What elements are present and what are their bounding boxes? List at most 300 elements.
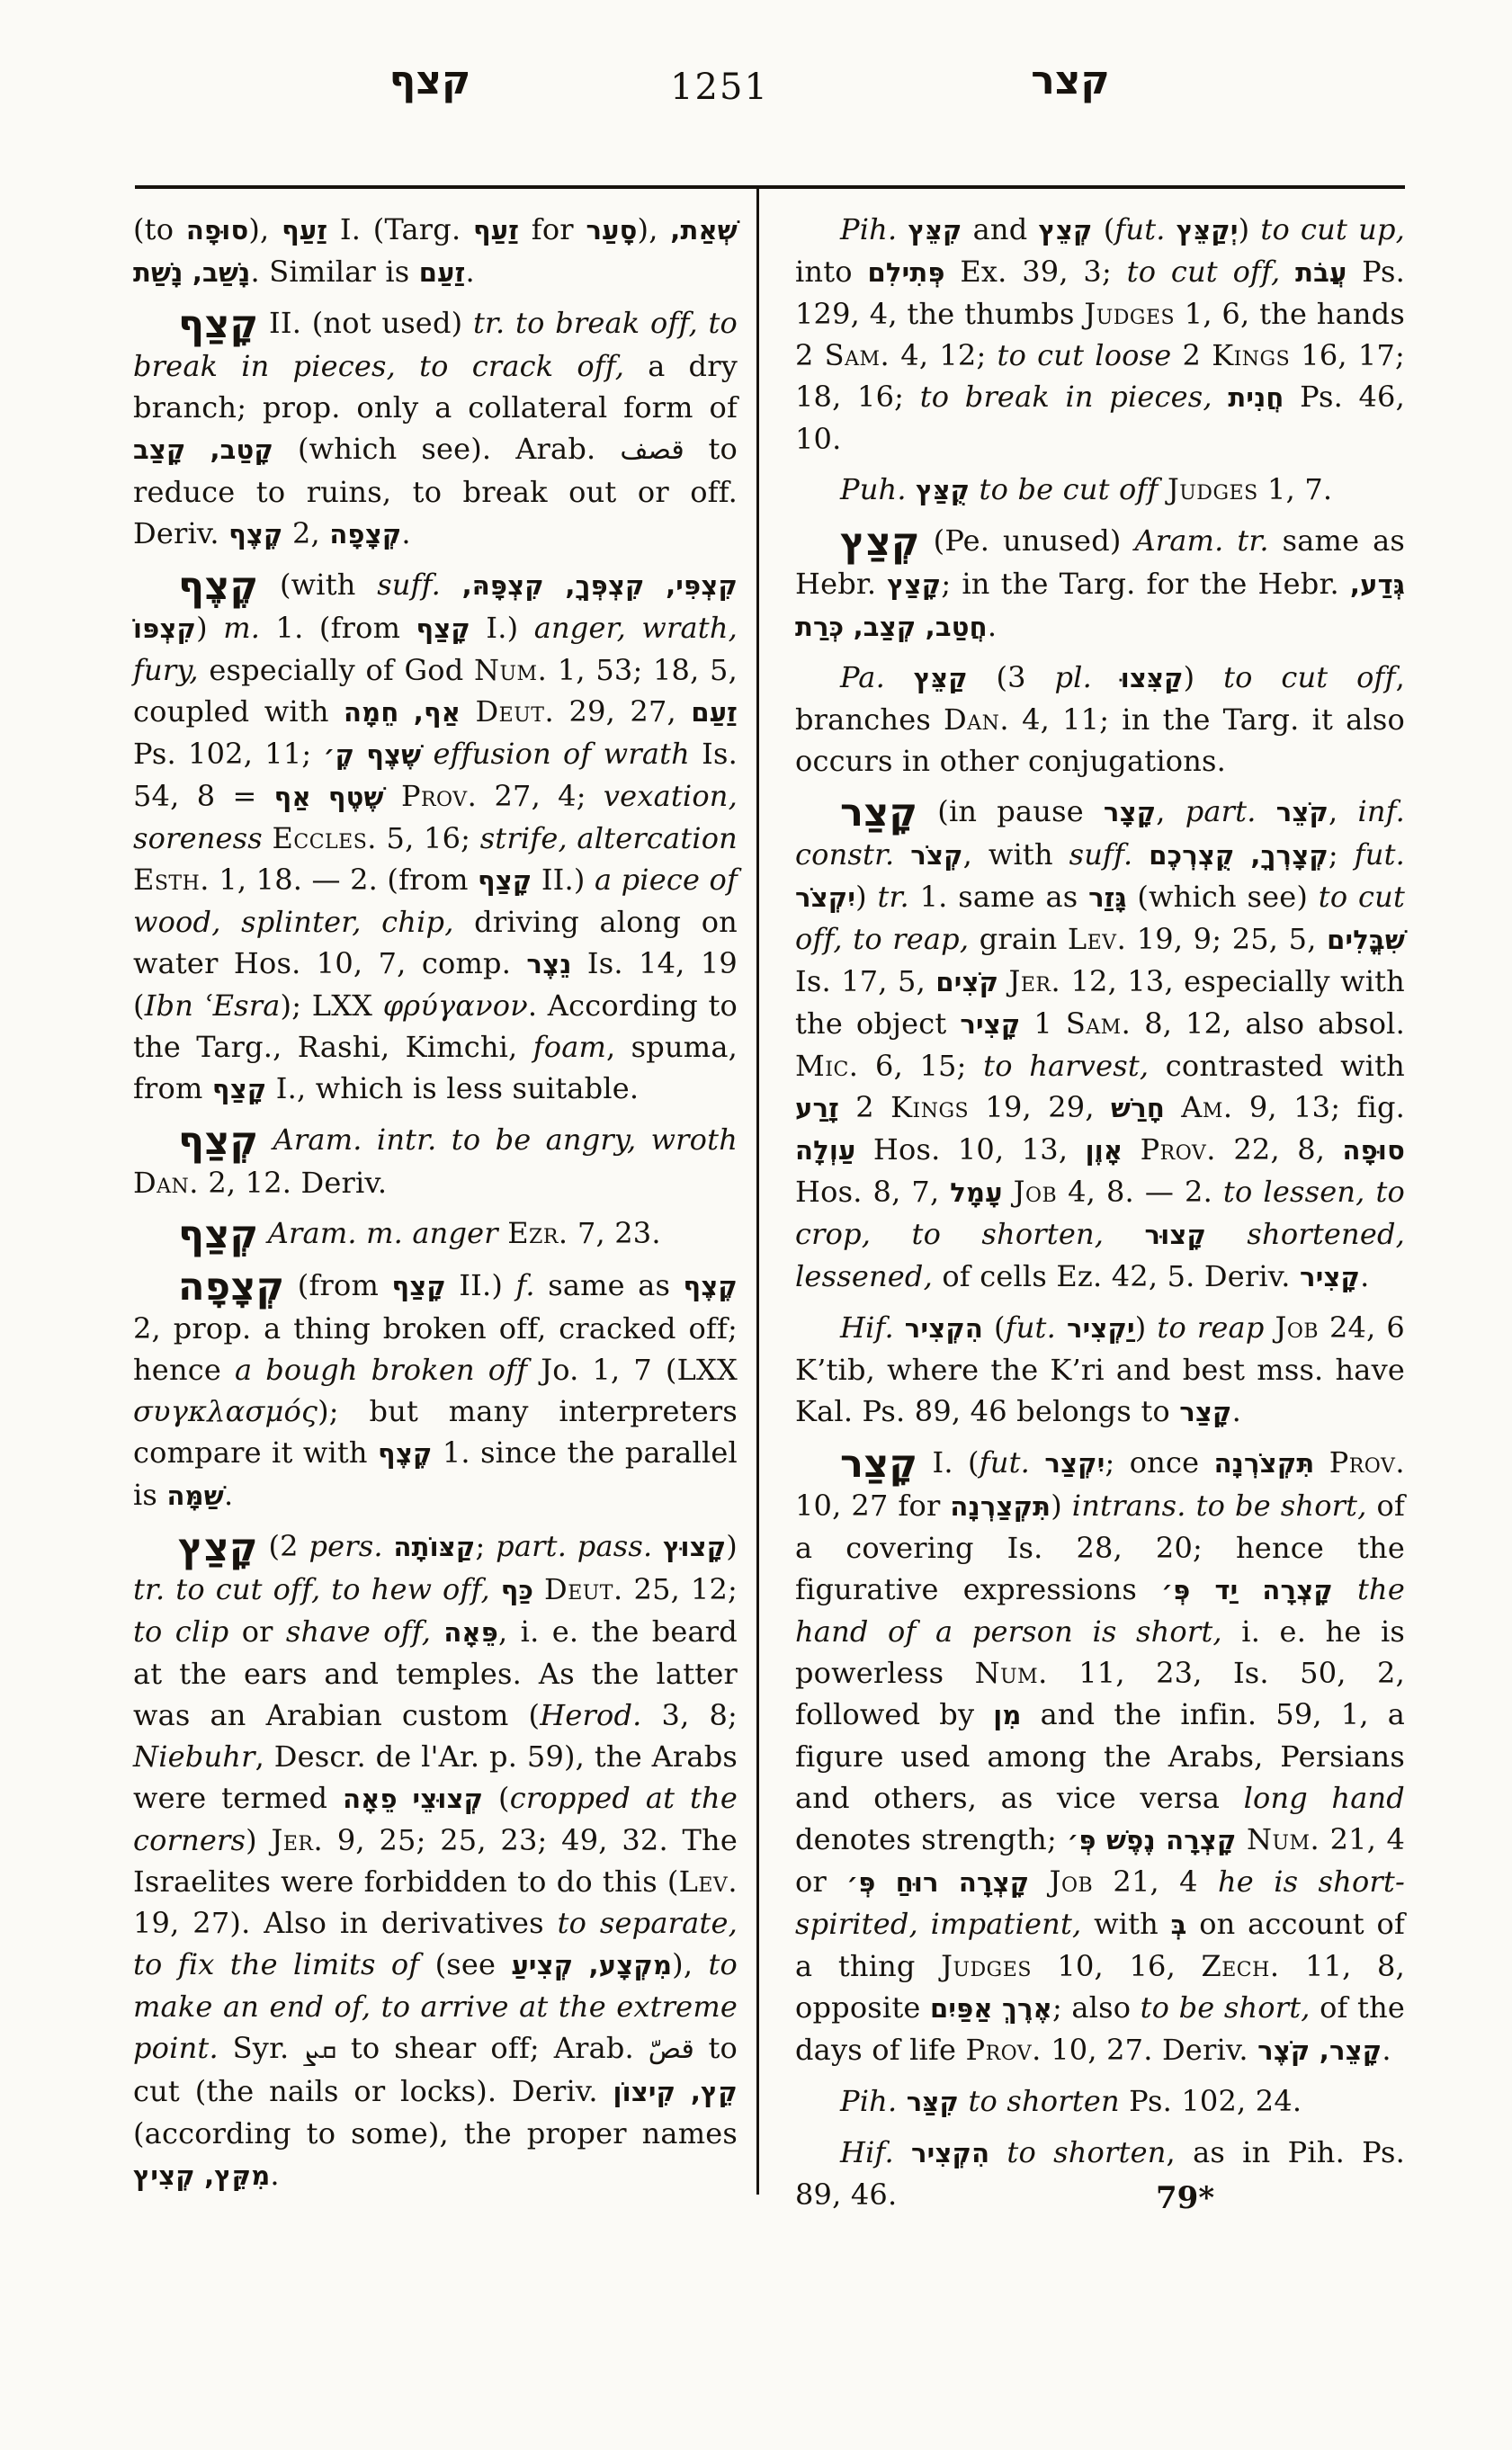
roman-text: ,: [1329, 794, 1358, 828]
roman-text: [1165, 1090, 1181, 1124]
smallcaps-reference: Judges: [941, 1949, 1032, 1983]
hebrew-text: עָמָל: [950, 1177, 1003, 1208]
roman-text: , Descr. de l'Ar. p. 59), the Arabs were termed: [133, 1739, 738, 1815]
roman-text: [885, 660, 914, 694]
roman-text: ): [196, 611, 224, 645]
roman-text: Ps. 46, 10.: [795, 380, 1405, 456]
smallcaps-reference: Jer.: [271, 1823, 324, 1857]
italic-text: fut.: [1005, 1310, 1056, 1345]
roman-text: 19, 9; 25, 5,: [1126, 922, 1328, 956]
roman-text: 2,: [282, 516, 330, 550]
roman-text: , spuma, from: [133, 1030, 738, 1105]
hebrew-text: פְּתִילִם: [867, 257, 945, 288]
italic-text: Niebuhr: [133, 1739, 255, 1774]
hebrew-text: קְצֵץ: [1038, 215, 1093, 246]
roman-text: .: [1231, 1394, 1241, 1428]
hebrew-text: קָצְרָה יַד פְּ׳: [1161, 1575, 1333, 1605]
roman-text: 12, 13, especially with the object: [795, 964, 1405, 1041]
roman-text: [263, 821, 273, 855]
italic-text: to shorten: [1007, 2135, 1167, 2169]
italic-text: Herod.: [540, 1698, 642, 1732]
roman-text: [1333, 1572, 1357, 1606]
roman-text: Ps. 102, 24.: [1119, 2084, 1302, 2118]
italic-text: Aram. tr.: [1134, 523, 1269, 558]
roman-text: 1. since the parallel is: [133, 1435, 738, 1512]
hebrew-text: יִקְצַר: [1044, 1448, 1105, 1479]
entry-paragraph: [795, 1307, 1405, 1433]
roman-text: [894, 837, 910, 872]
hebrew-text: קָצַף: [211, 1074, 267, 1104]
page-number: 1251: [670, 67, 769, 108]
hebrew-text: עֲבֹת: [1295, 257, 1347, 288]
smallcaps-reference: Prov.: [1329, 1445, 1406, 1480]
roman-text: grain: [969, 922, 1068, 956]
italic-text: part. pass.: [496, 1529, 653, 1563]
roman-text: to reduce to ruins, to break out or off. Deriv.: [133, 432, 738, 550]
italic-text: a piece of wood, splinter, chip,: [133, 863, 738, 939]
roman-text: 1. (from: [260, 611, 416, 645]
smallcaps-reference: Job: [1013, 1175, 1058, 1209]
hebrew-text: שֶׁטֶף אַף: [273, 782, 384, 812]
entry-paragraph: [133, 564, 738, 1110]
roman-text: 8, 12, also absol.: [1131, 1006, 1405, 1041]
header-catchword-right: קצר: [1031, 58, 1110, 103]
hebrew-text: קָצְרָה רוּחַ פְּ׳: [846, 1867, 1030, 1898]
hebrew-text: קְצָרְךָ, קֻצְרְכֶם: [1149, 840, 1329, 871]
roman-text: (see: [419, 1947, 512, 1981]
roman-text: [998, 964, 1008, 998]
roman-text: with: [1081, 1907, 1171, 1941]
roman-text: . According to the Targ., Rashi, Kimchi,: [133, 988, 738, 1064]
hebrew-text: קָצוּץ: [663, 1532, 727, 1562]
smallcaps-reference: Kings: [1212, 338, 1291, 372]
hebrew-text: קִצְפִּי, קִצְפְּךָ, קִצְפָּהּ, קִצְפּוֹ: [133, 570, 738, 644]
roman-text: ): [1051, 1489, 1072, 1523]
entry-paragraph: [795, 469, 1405, 511]
italic-text: foam: [532, 1030, 607, 1064]
roman-text: ): [726, 1529, 738, 1563]
roman-text: of cells Ez. 42, 5. Deriv.: [932, 1259, 1301, 1293]
italic-text: fut.: [1114, 212, 1166, 246]
roman-text: 10, 27 for: [795, 1489, 951, 1523]
roman-text: [1056, 1310, 1067, 1345]
hebrew-text: מִקְצָע, קְצִיעַ: [511, 1950, 673, 1981]
italic-text: to clip: [133, 1614, 229, 1649]
hebrew-text: מִן: [993, 1700, 1022, 1730]
header-rule: [135, 185, 1405, 189]
roman-text: 2: [1171, 338, 1212, 372]
hebrew-text: קָצַר: [1179, 1397, 1232, 1427]
roman-text: 4, 12;: [890, 338, 998, 372]
italic-text: Pih.: [840, 212, 898, 246]
hebrew-text: סָעַר: [586, 215, 638, 246]
roman-text: [1280, 255, 1295, 289]
smallcaps-reference: Lev.: [678, 1864, 738, 1899]
roman-text: 10, 27. Deriv.: [1041, 2033, 1258, 2067]
roman-text: [1132, 837, 1149, 872]
roman-text: (: [1092, 212, 1115, 246]
italic-text: to lessen, to crop, to shorten,: [795, 1175, 1406, 1251]
hebrew-text: קַצִּצוּ: [1120, 663, 1184, 693]
italic-text: a bough broken off: [234, 1353, 528, 1387]
roman-text: 19, 27). Also in derivatives: [133, 1906, 558, 1940]
roman-text: .: [1360, 1259, 1370, 1293]
roman-text: . Similar is: [250, 255, 419, 289]
roman-text: [907, 472, 916, 506]
italic-text: part.: [1185, 794, 1257, 828]
greek-text: φρύγανον: [382, 988, 528, 1023]
hebrew-text: קְצָפָה: [329, 519, 402, 550]
entry-paragraph: [795, 2132, 1405, 2215]
roman-text: especially of God: [198, 653, 475, 687]
hebrew-text: סוּפָה: [1342, 1135, 1405, 1166]
roman-text: [959, 2084, 968, 2118]
hebrew-headword: קָצַר: [840, 791, 918, 836]
roman-text: for: [519, 212, 586, 246]
italic-text: tr. to break off, to break in pieces, to crack off,: [133, 306, 738, 383]
roman-text: 29, 27,: [554, 694, 692, 729]
roman-text: 1, 18. — 2. (from: [209, 863, 478, 897]
greek-text: συγκλασμός: [133, 1394, 318, 1428]
roman-text: (in pause: [917, 794, 1104, 828]
roman-text: [1206, 1217, 1247, 1251]
smallcaps-reference: Judges: [1167, 472, 1258, 506]
entry-paragraph: [795, 657, 1405, 782]
hebrew-text: חָרַשׁ: [1110, 1093, 1165, 1123]
roman-text: .: [987, 609, 998, 643]
hebrew-text: קָצַף: [391, 1271, 446, 1301]
roman-text: [1257, 794, 1276, 828]
roman-text: ),: [672, 1947, 709, 1981]
roman-text: and: [962, 212, 1039, 246]
italic-text: anger, wrath, fury,: [133, 611, 738, 687]
roman-text: contrasted with: [1149, 1049, 1405, 1083]
italic-text: Ibn ʿEsra: [144, 988, 281, 1023]
header-catchword-left: קצף: [389, 58, 471, 103]
italic-text: intrans. to be short,: [1071, 1489, 1367, 1523]
roman-text: ),: [248, 212, 282, 246]
roman-text: and the infin. 59, 1, a figure used among the Arabs, Persians and others, as vice versa: [795, 1697, 1405, 1815]
hebrew-text: מִקֵּץ, קְצִיץ: [133, 2160, 271, 2191]
column-divider-rule: [756, 185, 759, 2195]
italic-text: Hif.: [840, 1310, 894, 1345]
hebrew-text: שֶׁצֶף קֶ׳: [323, 739, 422, 770]
hebrew-text: זָרַע: [795, 1093, 839, 1123]
roman-text: II. (not used): [258, 306, 473, 340]
smallcaps-reference: Sam.: [1065, 1006, 1132, 1041]
roman-text: 16, 17; 18, 16;: [795, 338, 1405, 414]
hebrew-text: גָּזַר: [1088, 882, 1127, 913]
roman-text: 19, 29,: [969, 1090, 1111, 1124]
italic-text: Pih.: [840, 2084, 898, 2118]
entry-paragraph: [133, 302, 738, 555]
hebrew-text: קָצוּר: [1144, 1220, 1207, 1250]
smallcaps-reference: Dan.: [944, 702, 1010, 737]
roman-text: [1104, 1217, 1144, 1251]
italic-text: m.: [223, 611, 261, 645]
italic-text: to be cut off: [979, 472, 1159, 506]
roman-text: ),: [637, 212, 671, 246]
hebrew-headword: קְצַף: [178, 1119, 259, 1164]
roman-text: (which see): [1126, 880, 1319, 914]
roman-text: 2, 12. Deriv.: [198, 1166, 388, 1200]
hebrew-text: קֹצִים: [935, 967, 999, 997]
roman-text: 1: [1020, 1006, 1066, 1041]
hebrew-text: קֶצֶף: [683, 1271, 738, 1301]
roman-text: 11, 23, Is. 50, 2, followed by: [795, 1656, 1405, 1731]
roman-text: Hos. 8, 7,: [795, 1175, 951, 1209]
italic-text: tr. to cut off, to hew off,: [133, 1572, 490, 1606]
hebrew-text: זַעַף: [473, 215, 520, 246]
hebrew-text: סוּפָה: [185, 215, 249, 246]
smallcaps-reference: Esth.: [133, 863, 210, 897]
italic-text: fut.: [1354, 837, 1406, 872]
roman-text: [1166, 212, 1176, 246]
roman-text: Ex. 39, 3;: [944, 255, 1127, 289]
roman-text: 2, prop. a thing broken off, cracked off; hence: [133, 1311, 738, 1387]
entry-paragraph: [795, 520, 1405, 648]
roman-text: 21, 4: [1093, 1864, 1218, 1899]
italic-text: to make an end of, to arrive at the extreme point.: [133, 1947, 738, 2065]
hebrew-headword: קָצַץ: [178, 1525, 258, 1570]
hebrew-headword: קְצָפָה: [178, 1265, 285, 1310]
hebrew-text: שִׁבֳּלִים: [1327, 925, 1406, 955]
roman-text: [989, 2135, 1007, 2169]
roman-text: [421, 737, 433, 771]
hebrew-text: קֹצֵר: [1275, 797, 1329, 827]
roman-text: same as: [534, 1268, 684, 1302]
smallcaps-reference: Job: [1049, 1864, 1094, 1899]
roman-text: , i. e. the beard at the ears and temples. As the latter was an Arabian custom (: [133, 1614, 738, 1732]
roman-text: [461, 694, 475, 729]
smallcaps-reference: Prov.: [965, 2033, 1042, 2067]
italic-text: Aram. intr. to be angry, wroth: [273, 1122, 738, 1157]
hebrew-text: אַף, חֵמָה: [344, 697, 461, 728]
hebrew-text: שַׁמָּה: [166, 1480, 224, 1511]
italic-text: Pa.: [840, 660, 885, 694]
smallcaps-reference: Deut.: [544, 1572, 623, 1606]
roman-text: ,: [1156, 794, 1185, 828]
hebrew-text: תִּקְצַרְנָה: [950, 1491, 1051, 1522]
italic-text: to cut loose: [997, 338, 1172, 372]
hebrew-headword: קָצַר: [840, 1442, 918, 1487]
roman-text: ); LXX: [280, 988, 383, 1023]
roman-text: (which see). Arab.: [273, 432, 621, 466]
roman-text: [1123, 1132, 1140, 1167]
hebrew-text: קֶצֶף: [228, 519, 283, 550]
entry-paragraph: [133, 1119, 738, 1203]
hebrew-text: נֵצֶר: [526, 949, 572, 979]
left-column: [133, 209, 738, 2196]
roman-text: II.): [445, 1268, 516, 1302]
roman-text: 9, 25; 25, 23; 49, 32. The Israelites were forbidden to do this (: [133, 1823, 738, 1899]
roman-text: ); but many interpreters compare it with: [133, 1394, 738, 1470]
entry-paragraph: [795, 1442, 1405, 2071]
roman-text: (Pe. unused): [919, 523, 1135, 558]
roman-text: [1237, 1822, 1247, 1856]
roman-text: ): [246, 1823, 272, 1857]
roman-text: a dry branch; prop. only a collateral form of: [133, 349, 738, 425]
hebrew-text: קַצּוֹתָה: [393, 1532, 476, 1562]
roman-text: ; also: [1051, 1990, 1141, 2025]
italic-text: pers.: [309, 1529, 383, 1563]
roman-text: 4, 8. — 2.: [1057, 1175, 1223, 1209]
smallcaps-reference: Lev.: [1067, 922, 1127, 956]
roman-text: .: [270, 2158, 280, 2192]
smallcaps-reference: Num.: [474, 653, 548, 687]
roman-text: [897, 2084, 906, 2118]
italic-text: to cut off,: [1126, 255, 1281, 289]
smallcaps-reference: Dan.: [133, 1166, 199, 1200]
hebrew-text: כַּף: [500, 1575, 534, 1605]
italic-text: suff.: [377, 568, 441, 602]
roman-text: driving along on water Hos. 10, 7, comp.: [133, 905, 738, 980]
roman-text: or: [228, 1614, 286, 1649]
roman-text: of a covering Is. 28, 20; hence the figurative expressions: [795, 1489, 1406, 1606]
hebrew-headword: קְצַף: [178, 1212, 259, 1257]
roman-text: I., which is less suitable.: [266, 1071, 640, 1105]
italic-text: tr.: [877, 880, 909, 914]
roman-text: 21, 4 or: [795, 1822, 1406, 1899]
italic-text: Hif.: [840, 2135, 894, 2169]
smallcaps-reference: Zech.: [1201, 1949, 1280, 1983]
roman-text: [533, 1572, 544, 1606]
italic-text: fut.: [979, 1445, 1031, 1480]
roman-text: , with: [962, 837, 1069, 872]
hebrew-text: יַקְצִיר: [1066, 1313, 1135, 1344]
roman-text: [1212, 380, 1229, 414]
hebrew-text: יְקַצֵּץ: [1176, 215, 1239, 246]
roman-text: [258, 1216, 267, 1250]
roman-text: [1029, 1864, 1049, 1899]
hebrew-text: קֶצֶף: [378, 1438, 433, 1469]
smallcaps-reference: Eccles.: [272, 821, 377, 855]
hebrew-text: קִצֵּץ: [908, 215, 962, 246]
italic-text: to cut off: [1223, 660, 1396, 694]
roman-text: Hos. 10, 13,: [855, 1132, 1086, 1167]
roman-text: 9, 13; fig.: [1232, 1090, 1405, 1124]
roman-text: I. (Targ.: [327, 212, 474, 246]
roman-text: , branches: [795, 660, 1405, 737]
hebrew-text: קָצַף: [478, 865, 532, 896]
roman-text: [441, 568, 462, 602]
roman-text: I. (: [917, 1445, 980, 1480]
roman-text: [894, 2135, 911, 2169]
hebrew-text: תִּקְצֹרְנָה: [1213, 1448, 1315, 1479]
roman-text: on account of a thing: [795, 1907, 1405, 1983]
italic-text: pl.: [1054, 660, 1092, 694]
hebrew-text: אֶרֶךְ אַפַּיִם: [929, 1993, 1052, 2024]
syriac-text: ܩܨ: [303, 2034, 337, 2065]
roman-text: [383, 1529, 394, 1563]
smallcaps-reference: Num.: [1246, 1822, 1320, 1856]
roman-text: Jo. 1, 7 (LXX: [527, 1353, 738, 1387]
entry-paragraph: [133, 1525, 738, 2196]
roman-text: into: [795, 255, 868, 289]
hebrew-text: פֵּאָה: [443, 1617, 499, 1648]
roman-text: .: [401, 516, 411, 550]
italic-text: he is short-spirited, impatient,: [795, 1864, 1405, 1941]
roman-text: II.): [532, 863, 595, 897]
roman-text: (to: [133, 212, 186, 246]
hebrew-text: קַצֵּץ: [913, 663, 968, 693]
italic-text: inf. constr.: [795, 794, 1406, 872]
italic-text: to be short,: [1140, 1990, 1311, 2025]
right-column: [795, 209, 1405, 2215]
entry-paragraph: [133, 209, 738, 293]
smallcaps-reference: Sam.: [824, 338, 890, 372]
roman-text: I.): [470, 611, 534, 645]
hebrew-text: קִצַּר: [906, 2087, 960, 2117]
italic-text: to harvest,: [983, 1049, 1150, 1083]
smallcaps-reference: Prov.: [1140, 1132, 1216, 1167]
roman-text: ): [1134, 1310, 1158, 1345]
roman-text: 6, 15;: [858, 1049, 984, 1083]
roman-text: [897, 212, 908, 246]
hebrew-text: קָצַץ: [887, 569, 942, 600]
roman-text: [258, 1122, 273, 1157]
roman-text: 10, 16,: [1031, 1949, 1202, 1983]
smallcaps-reference: Num.: [974, 1656, 1048, 1690]
roman-text: 1, 7.: [1257, 472, 1333, 506]
roman-text: i. e. he is powerless: [795, 1614, 1406, 1690]
roman-text: ; in the Targ. for the Hebr.: [941, 567, 1350, 601]
italic-text: vexation, soreness: [133, 779, 738, 855]
italic-text: shortened, lessened,: [795, 1217, 1406, 1293]
roman-text: 27, 4;: [477, 779, 604, 813]
arabic-text: قصّ: [648, 2034, 694, 2065]
roman-text: (2: [257, 1529, 309, 1563]
roman-text: .: [1382, 2033, 1391, 2067]
italic-text: f.: [515, 1268, 535, 1302]
italic-text: to shorten: [968, 2084, 1120, 2118]
hebrew-headword: קְצַץ: [840, 520, 920, 565]
roman-text: [1159, 472, 1168, 506]
italic-text: effusion of wrath: [433, 737, 690, 771]
roman-text: (with: [258, 568, 378, 602]
roman-text: [1265, 1310, 1275, 1345]
hebrew-text: הִקְצִיר: [904, 1313, 984, 1344]
smallcaps-reference: Judges: [1084, 297, 1176, 331]
smallcaps-reference: Jer.: [1008, 964, 1061, 998]
hebrew-text: קָצִיר: [1300, 1262, 1361, 1292]
roman-text: 25, 12;: [622, 1572, 738, 1606]
roman-text: [498, 1216, 507, 1250]
hebrew-text: קֻצַּץ: [916, 475, 971, 505]
hebrew-text: קָצְרָה נֶפֶשׁ פְּ׳: [1067, 1825, 1237, 1855]
hebrew-text: זַעַם: [418, 257, 466, 288]
hebrew-text: קָצַף: [416, 613, 470, 644]
roman-text: [1314, 1445, 1329, 1480]
roman-text: 3, 8;: [641, 1698, 738, 1732]
roman-text: [1030, 1445, 1044, 1480]
entry-paragraph: [795, 2080, 1405, 2123]
roman-text: [1003, 1175, 1014, 1209]
roman-text: ;: [1328, 837, 1355, 872]
hebrew-text: קָטַב, קָצַב: [133, 434, 273, 465]
roman-text: 1, 6, the hands 2: [795, 297, 1405, 372]
hebrew-text: עַוְלָה: [795, 1135, 856, 1166]
italic-text: to cut up,: [1260, 212, 1406, 246]
smallcaps-reference: Mic.: [795, 1049, 859, 1083]
italic-text: Puh.: [840, 472, 907, 506]
hebrew-text: גְּדַע, חֲטַב, קְצַב, כְּרַת: [795, 569, 1405, 642]
entry-paragraph: [795, 791, 1405, 1298]
italic-text: Aram. m. anger: [267, 1216, 498, 1250]
smallcaps-reference: Ezr.: [507, 1216, 568, 1250]
italic-text: the hand of a person is short,: [795, 1572, 1405, 1649]
italic-text: to separate, to fix the limits of: [133, 1906, 738, 1981]
